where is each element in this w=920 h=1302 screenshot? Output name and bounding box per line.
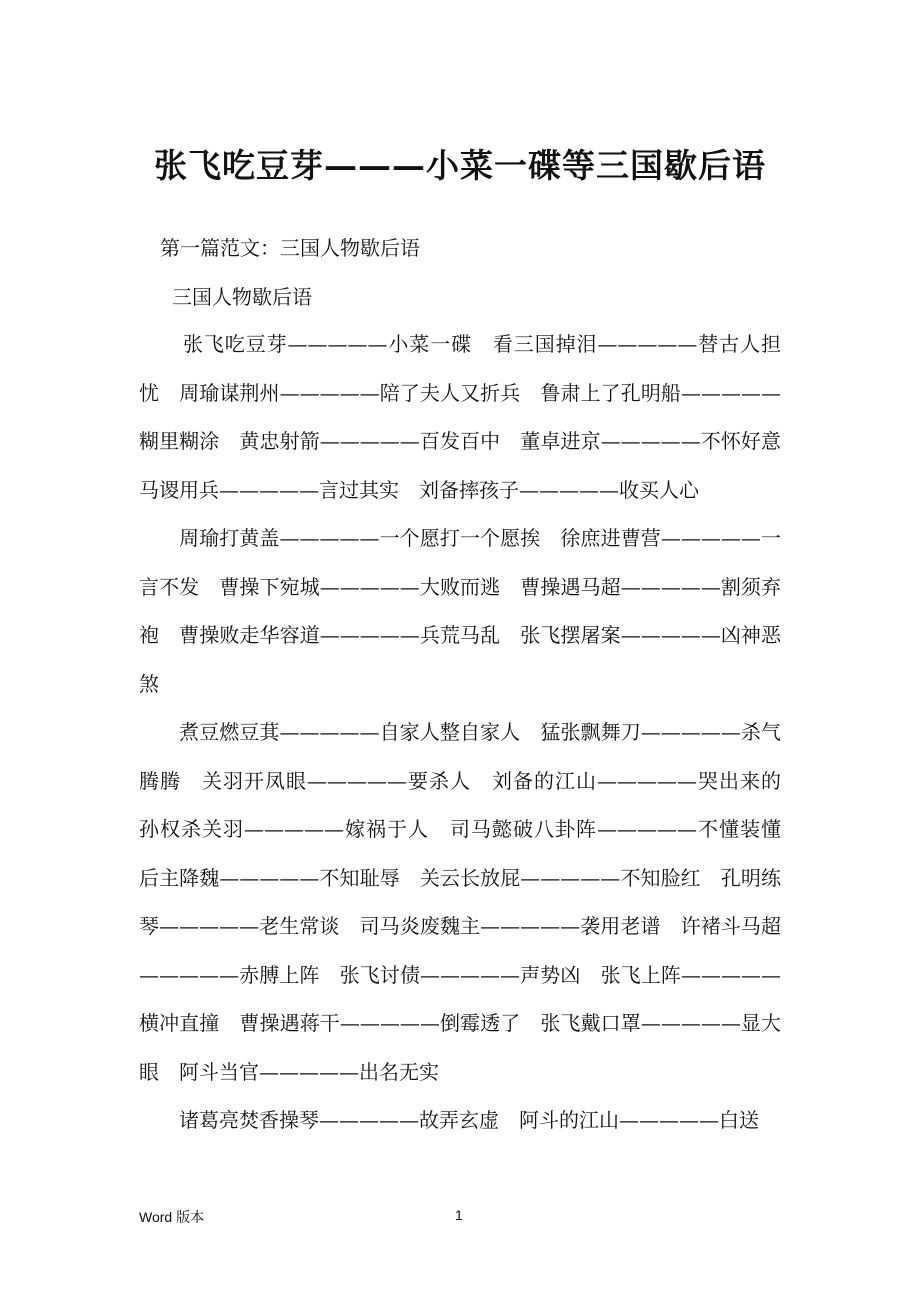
section-heading: 三国人物歇后语 bbox=[172, 285, 312, 309]
article-subheading: 第一篇范文：三国人物歇后语 bbox=[160, 236, 420, 260]
paragraph-3: 煮豆燃豆萁—————自家人整自家人 猛张飘舞刀—————杀气腾腾 关羽开凤眼—————要杀人 刘备的江山—————哭出来的 孙权杀关羽—————嫁祸于人 司马懿破八卦阵—————不懂装懂 后主降魏—————不知耻辱 关云长放屁—————不知脸红 孔明练琴—————老生常谈 司马炎废魏主—————袭用老谱 许褚斗马超—————赤膊上阵 张飞讨债—————声势凶 张飞上阵—————横冲直撞 曹操遇蒋干—————倒霉透了 张飞戴口罩—————显大眼 阿斗当官—————出名无实 bbox=[139, 720, 801, 1084]
page-number: 1 bbox=[455, 1207, 463, 1223]
footer-label: Word 版本 bbox=[139, 1209, 205, 1225]
document-body bbox=[139, 320, 801, 1145]
paragraph-4: 诸葛亮焚香操琴—————故弄玄虚 阿斗的江山—————白送 bbox=[179, 1108, 759, 1132]
paragraph-2: 周瑜打黄盖—————一个愿打一个愿挨 徐庶进曹营—————一言不发 曹操下宛城—————大败而逃 曹操遇马超—————割须弃袍 曹操败走华容道—————兵荒马乱 张飞摆屠案—————凶神恶煞 bbox=[139, 526, 781, 696]
paragraph-1: 张飞吃豆芽—————小菜一碟 看三国掉泪—————替古人担忧 周瑜谋荆州—————陪了夫人又折兵 鲁肃上了孔明船—————糊里糊涂 黄忠射箭—————百发百中 董卓进京—————不怀好意 马谡用兵—————言过其实 刘备摔孩子—————收买人心 bbox=[139, 332, 801, 502]
document-title: 张飞吃豆芽———小菜一碟等三国歇后语 bbox=[154, 146, 766, 185]
